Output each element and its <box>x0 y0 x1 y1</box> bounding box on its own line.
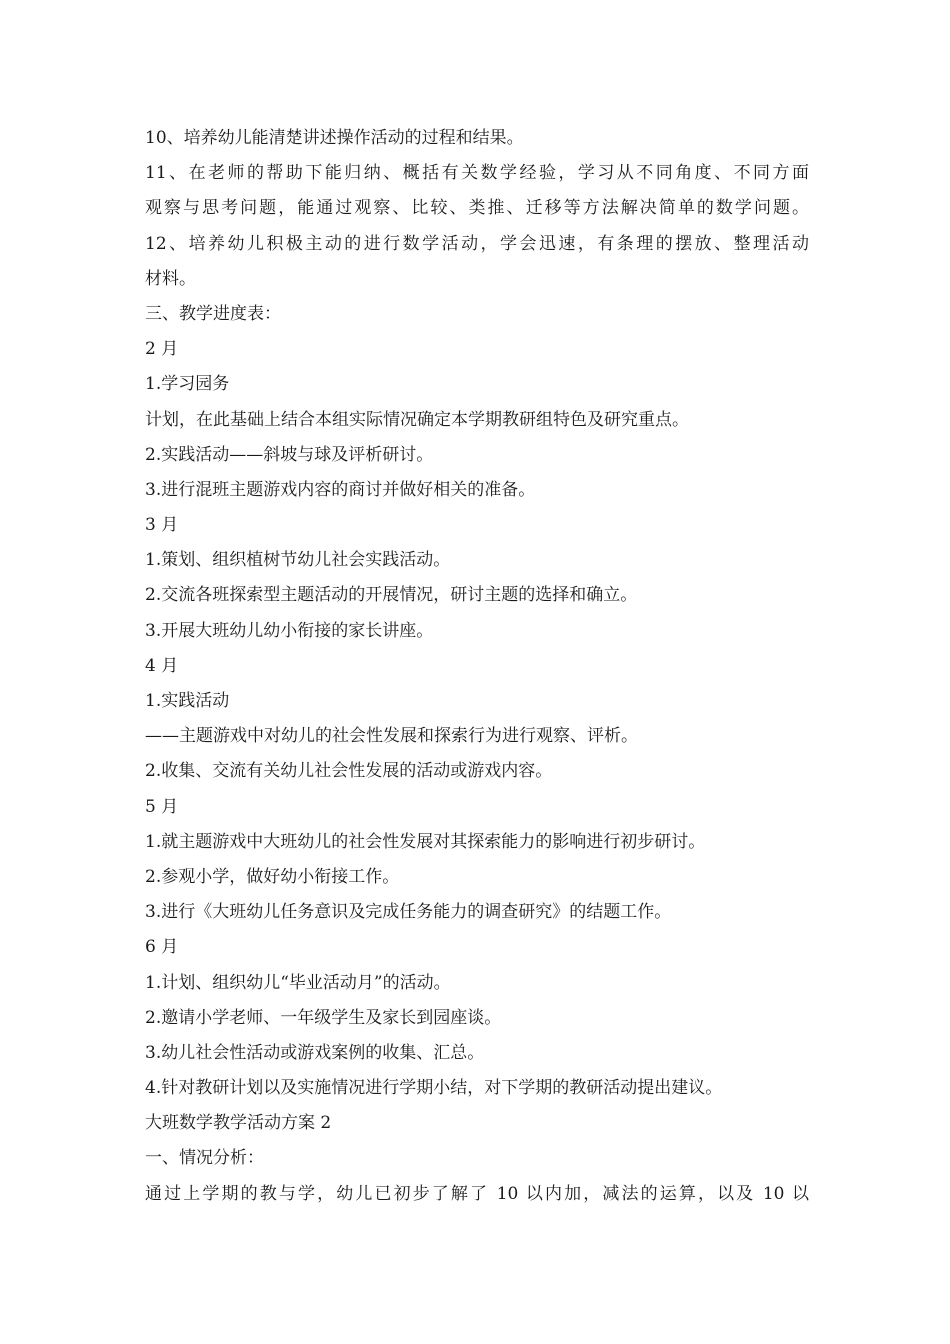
section-title: 大班数学教学活动方案 2 <box>145 1113 332 1134</box>
text-line: 11、在老师的帮助下能归纳、概括有关数学经验，学习从不同角度、不同方面 <box>145 163 809 184</box>
list-item: 3.幼儿社会性活动或游戏案例的收集、汇总。 <box>145 1042 485 1063</box>
month-heading: 6 月 <box>145 937 179 958</box>
text-line: 计划，在此基础上结合本组实际情况确定本学期教研组特色及研究重点。 <box>145 409 689 430</box>
month-heading: 5 月 <box>145 796 179 817</box>
list-item: 2.参观小学，做好幼小衔接工作。 <box>145 866 400 887</box>
list-item: 1.就主题游戏中大班幼儿的社会性发展对其探索能力的影响进行初步研讨。 <box>145 831 706 852</box>
month-heading: 2 月 <box>145 339 179 360</box>
list-item: 2.交流各班探索型主题活动的开展情况，研讨主题的选择和确立。 <box>145 585 638 606</box>
list-item: 1.实践活动 <box>145 691 230 711</box>
text-line: 12、培养幼儿积极主动的进行数学活动，学会迅速，有条理的摆放、整理活动 <box>145 233 809 254</box>
list-item: 2.收集、交流有关幼儿社会性发展的活动或游戏内容。 <box>145 761 553 782</box>
list-item: 3.进行混班主题游戏内容的商讨并做好相关的准备。 <box>145 479 536 500</box>
list-item: 2.实践活动——斜坡与球及评析研讨。 <box>145 444 434 465</box>
list-item: 1.学习园务 <box>145 374 230 395</box>
text-line: ——主题游戏中对幼儿的社会性发展和探索行为进行观察、评析。 <box>145 726 638 747</box>
document-body <box>145 121 809 1212</box>
text-line: 10、培养幼儿能清楚讲述操作活动的过程和结果。 <box>145 128 524 148</box>
list-item: 2.邀请小学老师、一年级学生及家长到园座谈。 <box>145 1007 502 1028</box>
section-heading: 三、教学进度表： <box>145 303 281 324</box>
text-line: 材料。 <box>145 268 196 289</box>
text-line: 通过上学期的教与学，幼儿已初步了解了 10 以内加，减法的运算，以及 10 以 <box>145 1183 809 1204</box>
section-heading: 一、情况分析： <box>145 1148 264 1169</box>
list-item: 3.进行《大班幼儿任务意识及完成任务能力的调查研究》的结题工作。 <box>145 902 672 923</box>
month-heading: 3 月 <box>145 515 179 536</box>
list-item: 4.针对教研计划以及实施情况进行学期小结，对下学期的教研活动提出建议。 <box>145 1078 723 1099</box>
list-item: 1.策划、组织植树节幼儿社会实践活动。 <box>145 550 451 571</box>
list-item: 3.开展大班幼儿幼小衔接的家长讲座。 <box>145 620 434 641</box>
text-line: 观察与思考问题，能通过观察、比较、类推、迁移等方法解决简单的数学问题。 <box>145 198 809 219</box>
month-heading: 4 月 <box>145 655 179 676</box>
list-item: 1.计划、组织幼儿“毕业活动月”的活动。 <box>145 972 451 993</box>
